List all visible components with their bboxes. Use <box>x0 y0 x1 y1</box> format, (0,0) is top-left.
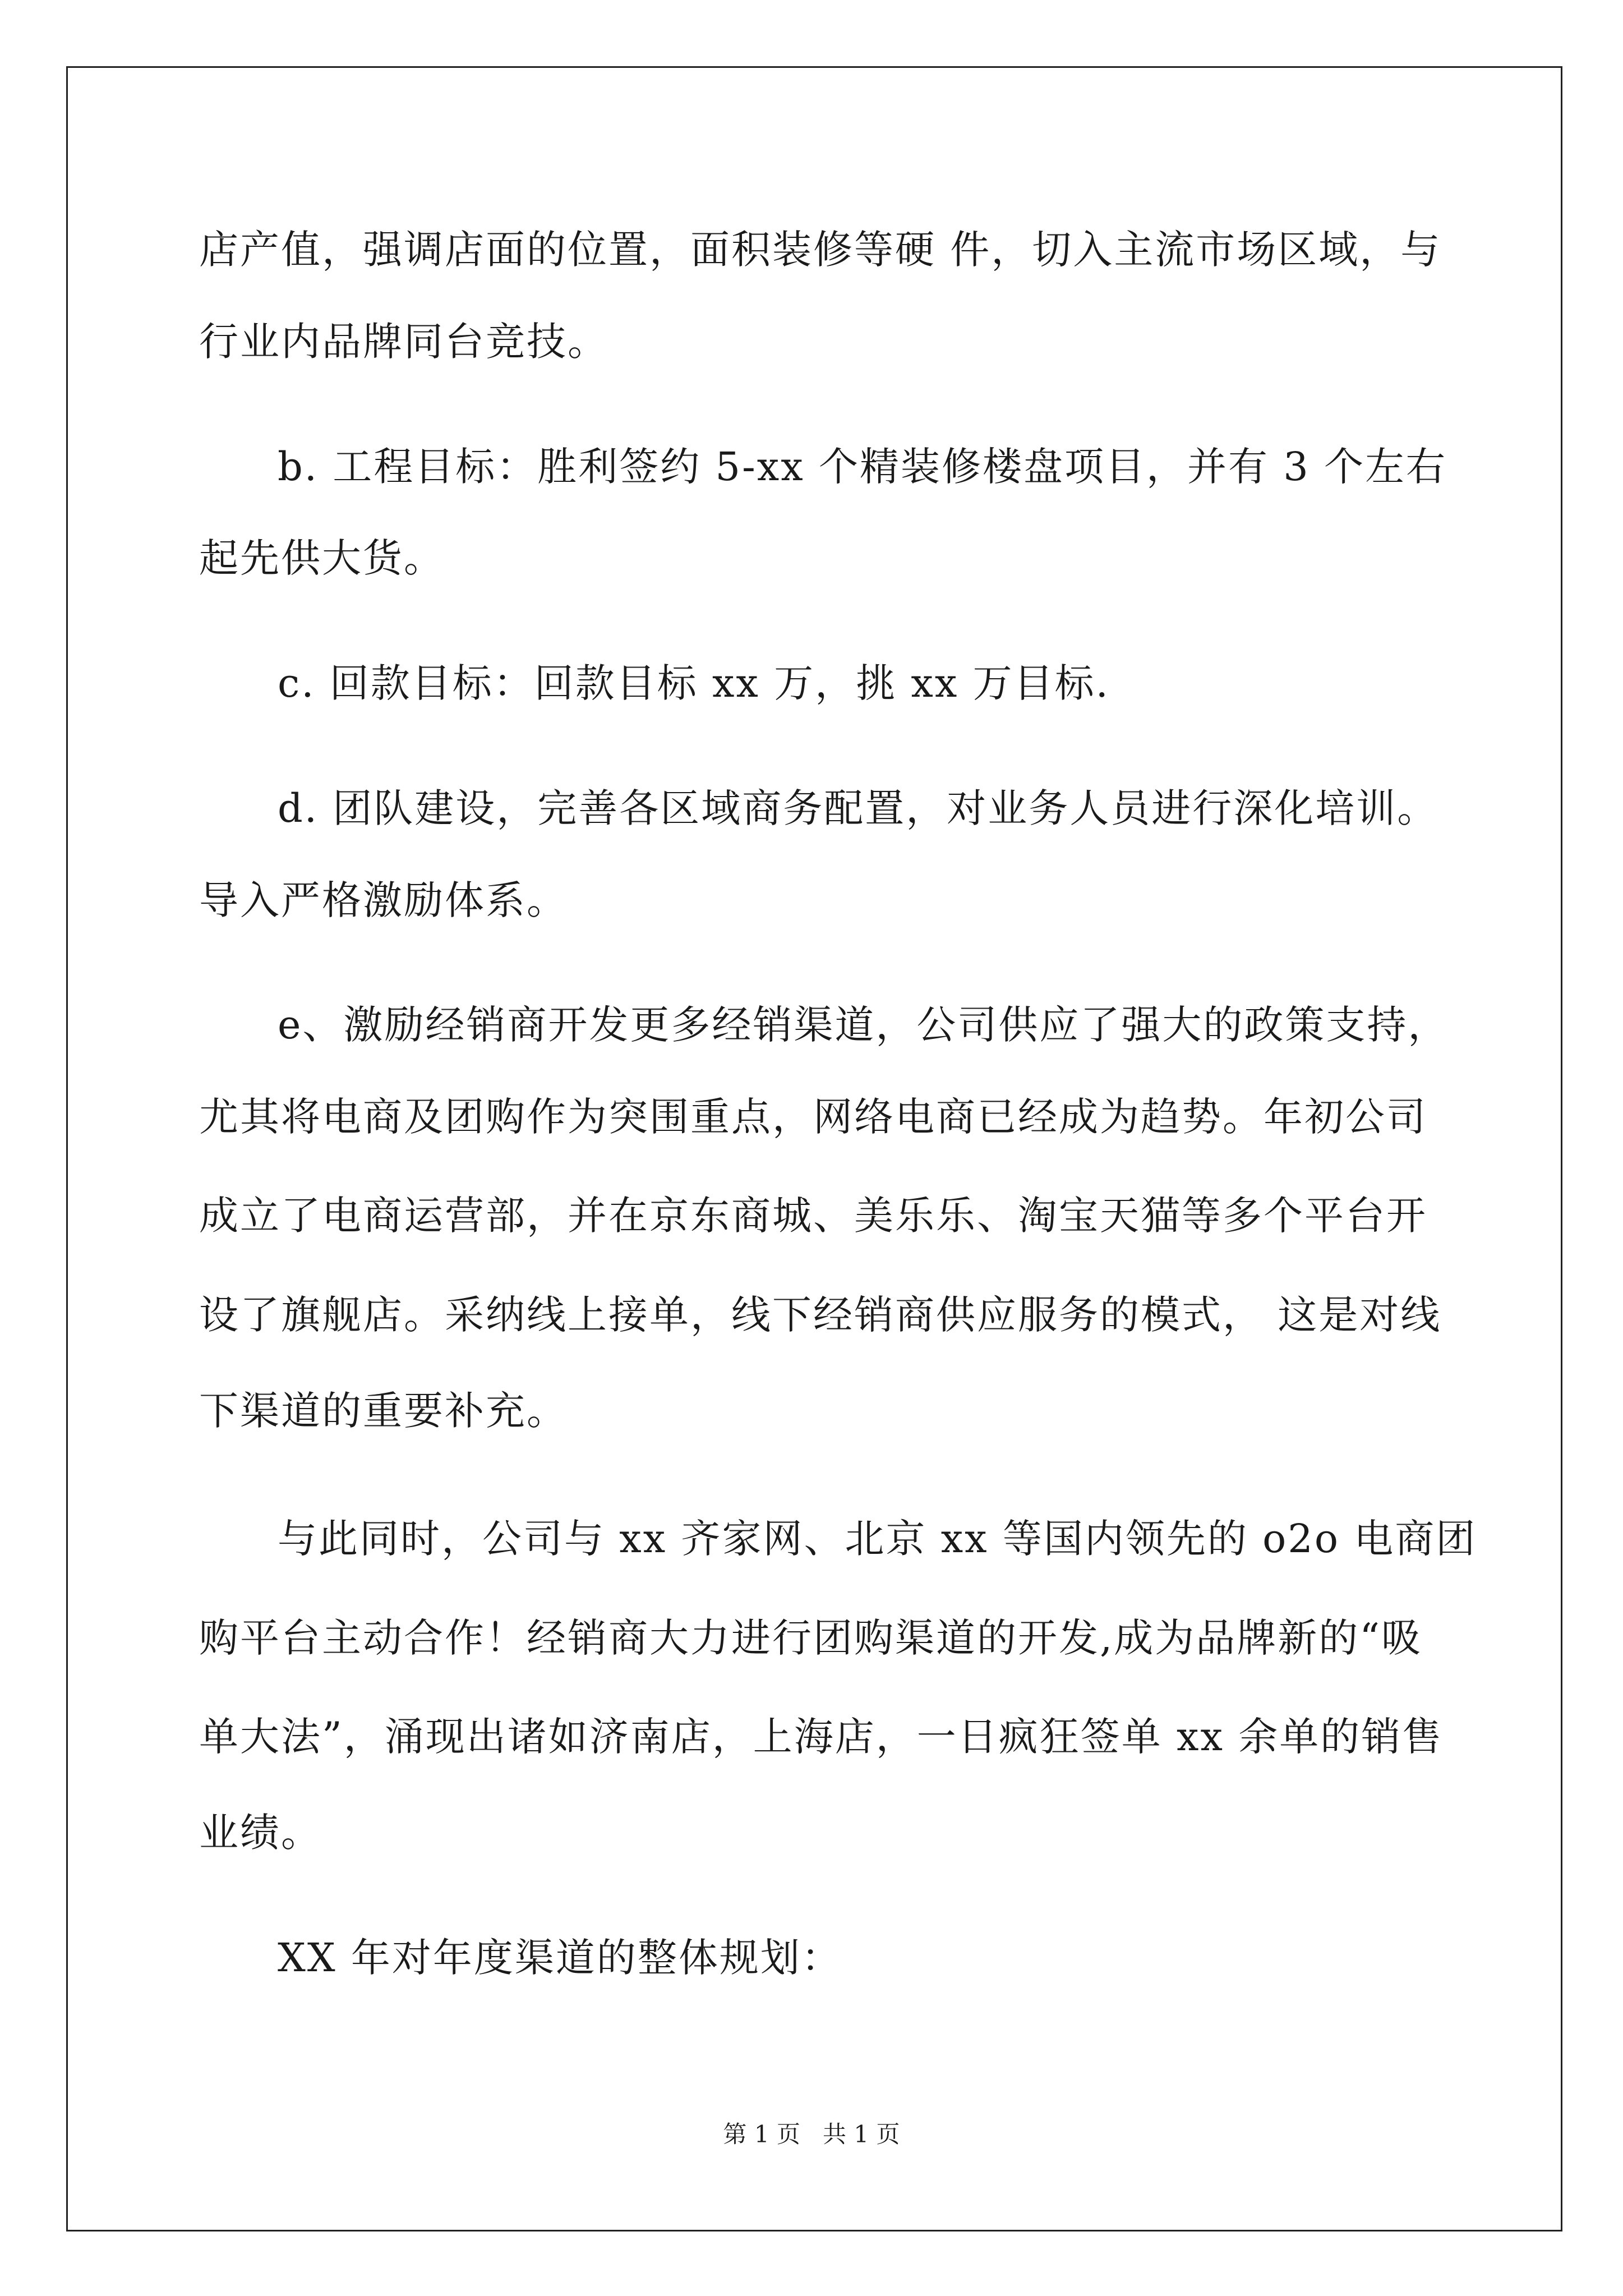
text-line: e、激励经销商开发更多经销渠道，公司供应了强大的政策支持， <box>278 1002 1449 1048</box>
text-line: 行业内品牌同台竞技。 <box>199 319 608 365</box>
page-number-footer: 第 1 页 共 1 页 <box>723 2120 900 2148</box>
text-line: 导入严格激励体系。 <box>199 877 568 923</box>
text-line: 起先供大货。 <box>199 535 445 581</box>
text-line: 下渠道的重要补充。 <box>199 1388 568 1434</box>
text-line: 业绩。 <box>199 1810 322 1856</box>
text-line: 成立了电商运营部，并在京东商城、美乐乐、淘宝天猫等多个平台开 <box>199 1193 1427 1239</box>
text-line: b. 工程目标：胜利签约 5-xx 个精装修楼盘项目，并有 3 个左右 <box>278 444 1447 490</box>
text-line: d. 团队建设，完善各区域商务配置，对业务人员进行深化培训。 <box>278 785 1438 831</box>
text-line: 与此同时，公司与 xx 齐家网、北京 xx 等国内领先的 o2o 电商团 <box>278 1516 1477 1562</box>
text-line: 尤其将电商及团购作为突围重点，网络电商已经成为趋势。年初公司 <box>199 1094 1427 1140</box>
text-line: c. 回款目标：回款目标 xx 万，挑 xx 万目标. <box>278 660 1110 706</box>
page-border <box>66 66 1562 2231</box>
text-line: 设了旗舰店。采纳线上接单，线下经销商供应服务的模式， 这是对线 <box>199 1292 1442 1338</box>
text-line: 单大法”，涌现出诸如济南店，上海店，一日疯狂签单 xx 余单的销售 <box>199 1714 1444 1760</box>
text-line: 店产值，强调店面的位置，面积装修等硬 件，切入主流市场区域，与 <box>199 227 1442 273</box>
text-line: 购平台主动合作！经销商大力进行团购渠道的开发,成为品牌新的“吸 <box>199 1615 1423 1661</box>
text-line: XX 年对年度渠道的整体规划： <box>278 1935 842 1981</box>
